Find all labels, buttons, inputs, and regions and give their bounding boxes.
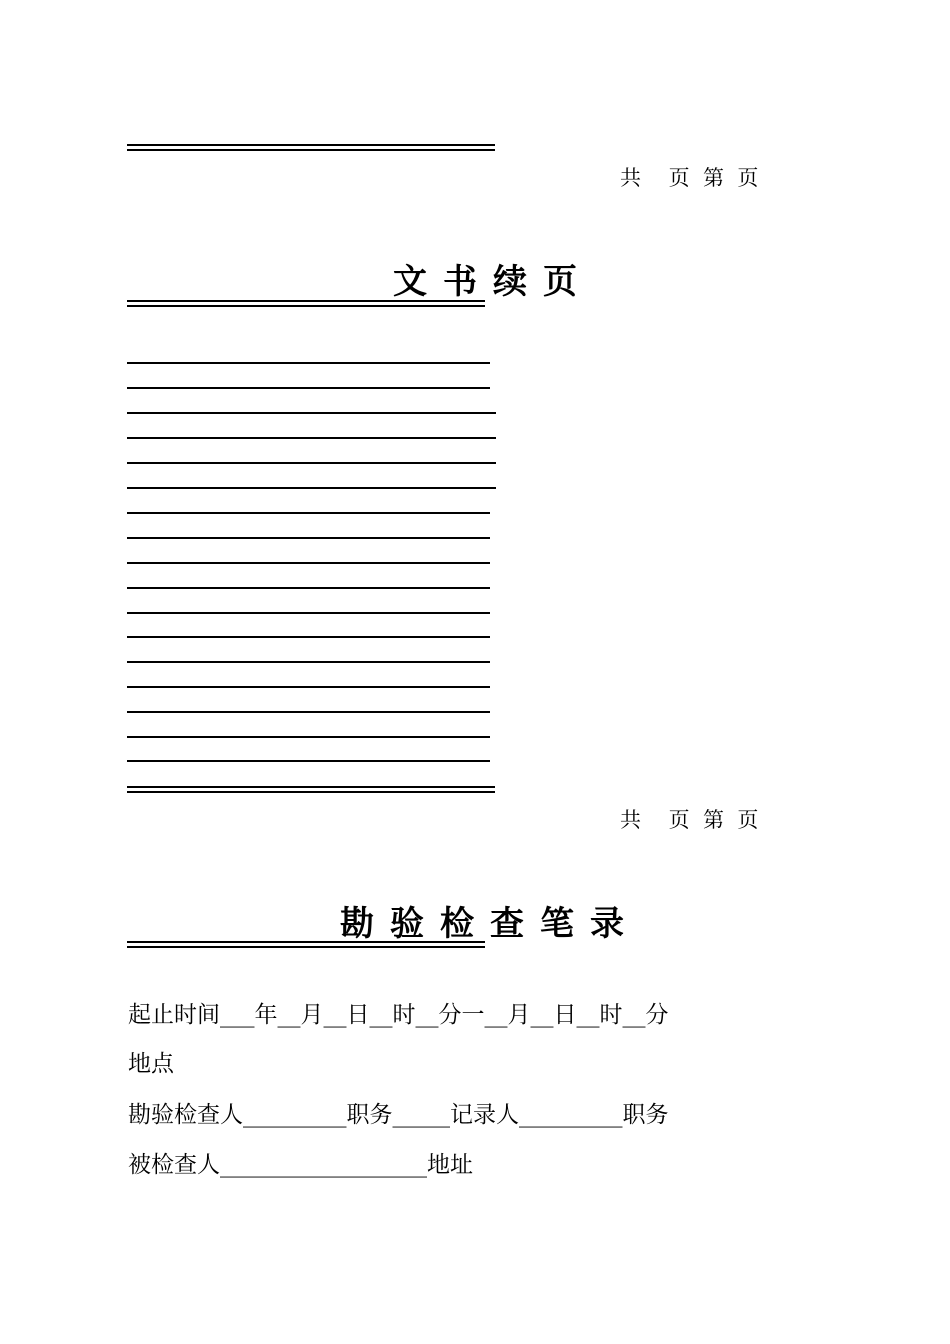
- record-time-line: 起止时间___年__月__日__时__分一__月__日__时__分: [128, 1002, 669, 1028]
- record-inspected-line: 被检查人__________________地址: [128, 1152, 473, 1178]
- writing-line: [127, 612, 490, 614]
- record-place-line: 地点: [128, 1051, 174, 1077]
- top-double-rule: [127, 144, 495, 151]
- writing-line: [127, 661, 490, 663]
- writing-line: [127, 362, 490, 364]
- writing-line: [127, 462, 496, 464]
- writing-line: [127, 537, 490, 539]
- writing-line: [127, 736, 490, 738]
- writing-line: [127, 711, 490, 713]
- record-title-rule: [127, 941, 485, 948]
- page-count-continuation: 共 页 第 页: [620, 808, 759, 832]
- page-count-top: 共 页 第 页: [620, 166, 759, 190]
- writing-line: [127, 512, 490, 514]
- writing-line: [127, 760, 490, 762]
- writing-line: [127, 686, 490, 688]
- writing-line: [127, 562, 490, 564]
- writing-line: [127, 387, 490, 389]
- continuation-bottom-rule: [127, 786, 495, 793]
- record-title: 勘验检查笔录: [340, 904, 640, 944]
- writing-line: [127, 636, 490, 638]
- record-inspector-line: 勘验检查人_________职务_____记录人_________职务: [128, 1102, 669, 1128]
- writing-line: [127, 587, 490, 589]
- writing-line: [127, 412, 496, 414]
- continuation-title-rule: [127, 300, 485, 307]
- continuation-title: 文书续页: [393, 262, 593, 302]
- writing-line: [127, 487, 496, 489]
- writing-line: [127, 437, 496, 439]
